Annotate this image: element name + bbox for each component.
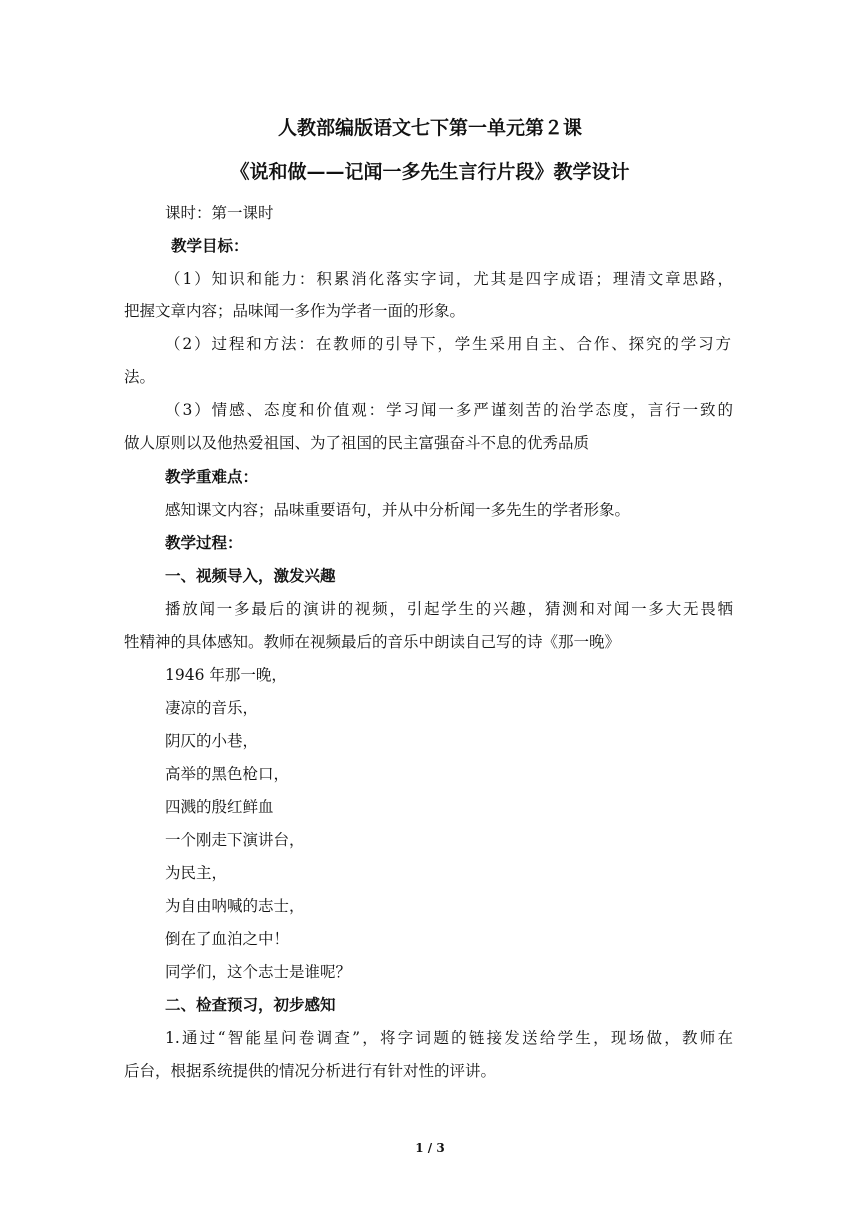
class-time: 课时：第一课时 xyxy=(165,204,274,222)
poem-line: 为自由呐喊的志士， xyxy=(165,897,305,915)
objective-1-line-1: （1）知识和能力：积累消化落实字词，尤其是四字成语；理清文章思路， xyxy=(165,270,733,288)
section-2-heading: 二、检查预习，初步感知 xyxy=(165,995,336,1014)
difficulty-heading: 教学重难点： xyxy=(165,467,259,486)
poem-line: 为民主， xyxy=(165,864,228,882)
difficulty-text: 感知课文内容；品味重要语句，并从中分析闻一多先生的学者形象。 xyxy=(165,501,631,519)
document-subtitle: 《说和做——记闻一多先生言行片段》教学设计 xyxy=(230,161,630,183)
poem-line: 凄凉的音乐， xyxy=(165,699,259,717)
objective-2-line-1: （2）过程和方法：在教师的引导下，学生采用自主、合作、探究的学习方 xyxy=(165,335,731,353)
section-2-line-1: 1.通过“智能星问卷调查”，将字词题的链接发送给学生，现场做，教师在 xyxy=(165,1029,733,1047)
section-1-heading: 一、视频导入，激发兴趣 xyxy=(165,566,336,585)
page-number: 1 / 3 xyxy=(415,1141,445,1155)
poem-line: 1946 年那一晚， xyxy=(165,666,287,684)
objective-2-line-2: 法。 xyxy=(124,368,156,386)
poem-line: 一个刚走下演讲台， xyxy=(165,831,305,849)
section-2-line-2: 后台，根据系统提供的情况分析进行有针对性的评讲。 xyxy=(124,1062,497,1080)
question-text: 同学们，这个志士是谁呢？ xyxy=(165,963,352,981)
objective-1-line-2: 把握文章内容；品味闻一多作为学者一面的形象。 xyxy=(124,302,466,320)
poem-line: 阴仄的小巷， xyxy=(165,732,259,750)
poem-line: 四溅的殷红鲜血 xyxy=(165,798,274,816)
process-heading: 教学过程： xyxy=(165,533,243,552)
poem-line: 高举的黑色枪口， xyxy=(165,765,290,783)
objective-3-line-2: 做人原则以及他热爱祖国、为了祖国的民主富强奋斗不息的优秀品质 xyxy=(124,434,590,452)
section-1-line-2: 牲精神的具体感知。教师在视频最后的音乐中朗读自己写的诗《那一晚》 xyxy=(124,633,621,651)
poem-line: 倒在了血泊之中！ xyxy=(165,930,290,948)
objective-3-line-1: （3）情感、态度和价值观：学习闻一多严谨刻苦的治学态度，言行一致的 xyxy=(165,401,733,419)
section-1-line-1: 播放闻一多最后的演讲的视频，引起学生的兴趣，猜测和对闻一多大无畏牺 xyxy=(165,600,733,618)
document-title: 人教部编版语文七下第一单元第２课 xyxy=(277,117,582,139)
objectives-heading: 教学目标： xyxy=(171,236,249,255)
